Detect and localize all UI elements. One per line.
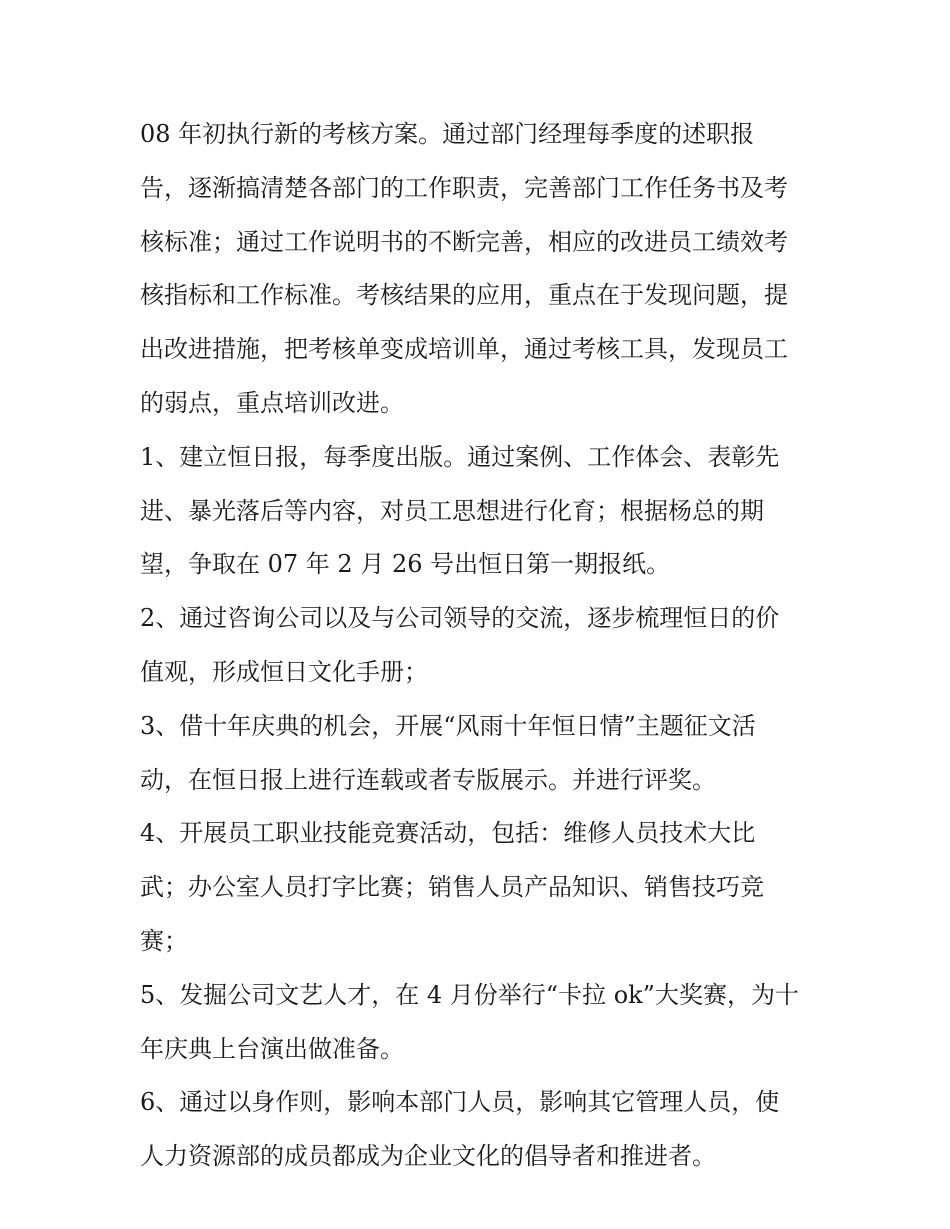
list-item-6-line: 6、通过以身作则，影响本部门人员，影响其它管理人员，使 xyxy=(140,1088,780,1117)
list-item-4-line: 4、开展员工职业技能竞赛活动，包括：维修人员技术大比 xyxy=(140,819,756,848)
text-line: 08 年初执行新的考核方案。通过部门经理每季度的述职报 xyxy=(140,120,755,148)
list-item-2-line: 2、通过咨询公司以及与公司领导的交流，逐步梳理恒日的价 xyxy=(140,604,780,633)
text-line: 的弱点，重点培训改进。 xyxy=(140,388,404,417)
list-item-1-line: 望，争取在 07 年 2 月 26 号出恒日第一期报纸。 xyxy=(140,550,671,579)
list-item-1-line: 1、建立恒日报，每季度出版。通过案例、工作体会、表彰先 xyxy=(140,442,780,471)
list-item-4-line: 赛； xyxy=(140,926,188,955)
list-item-5-line: 5、发掘公司文艺人才，在 4 月份举行“卡拉 ok”大奖赛，为十 xyxy=(140,980,799,1009)
text-line: 核标准；通过工作说明书的不断完善，相应的改进员工绩效考 xyxy=(140,227,788,256)
list-item-3-line: 3、借十年庆典的机会，开展“风雨十年恒日情”主题征文活 xyxy=(140,711,756,740)
list-item-2-line: 值观，形成恒日文化手册； xyxy=(140,657,428,686)
list-item-4-line: 武；办公室人员打字比赛；销售人员产品知识、销售技巧竞 xyxy=(140,873,764,902)
text-line: 出改进措施，把考核单变成培训单，通过考核工具，发现员工 xyxy=(140,335,788,364)
list-item-6-line: 人力资源部的成员都成为企业文化的倡导者和推进者。 xyxy=(140,1142,716,1171)
list-item-3-line: 动，在恒日报上进行连载或者专版展示。并进行评奖。 xyxy=(140,765,716,794)
document-body xyxy=(140,108,820,1184)
text-line: 告，逐渐搞清楚各部门的工作职责，完善部门工作任务书及考 xyxy=(140,173,788,202)
list-item-1-line: 进、暴光落后等内容，对员工思想进行化育；根据杨总的期 xyxy=(140,496,764,525)
list-item-5-line: 年庆典上台演出做准备。 xyxy=(140,1034,404,1063)
text-line: 核指标和工作标准。考核结果的应用，重点在于发现问题，提 xyxy=(140,281,788,310)
